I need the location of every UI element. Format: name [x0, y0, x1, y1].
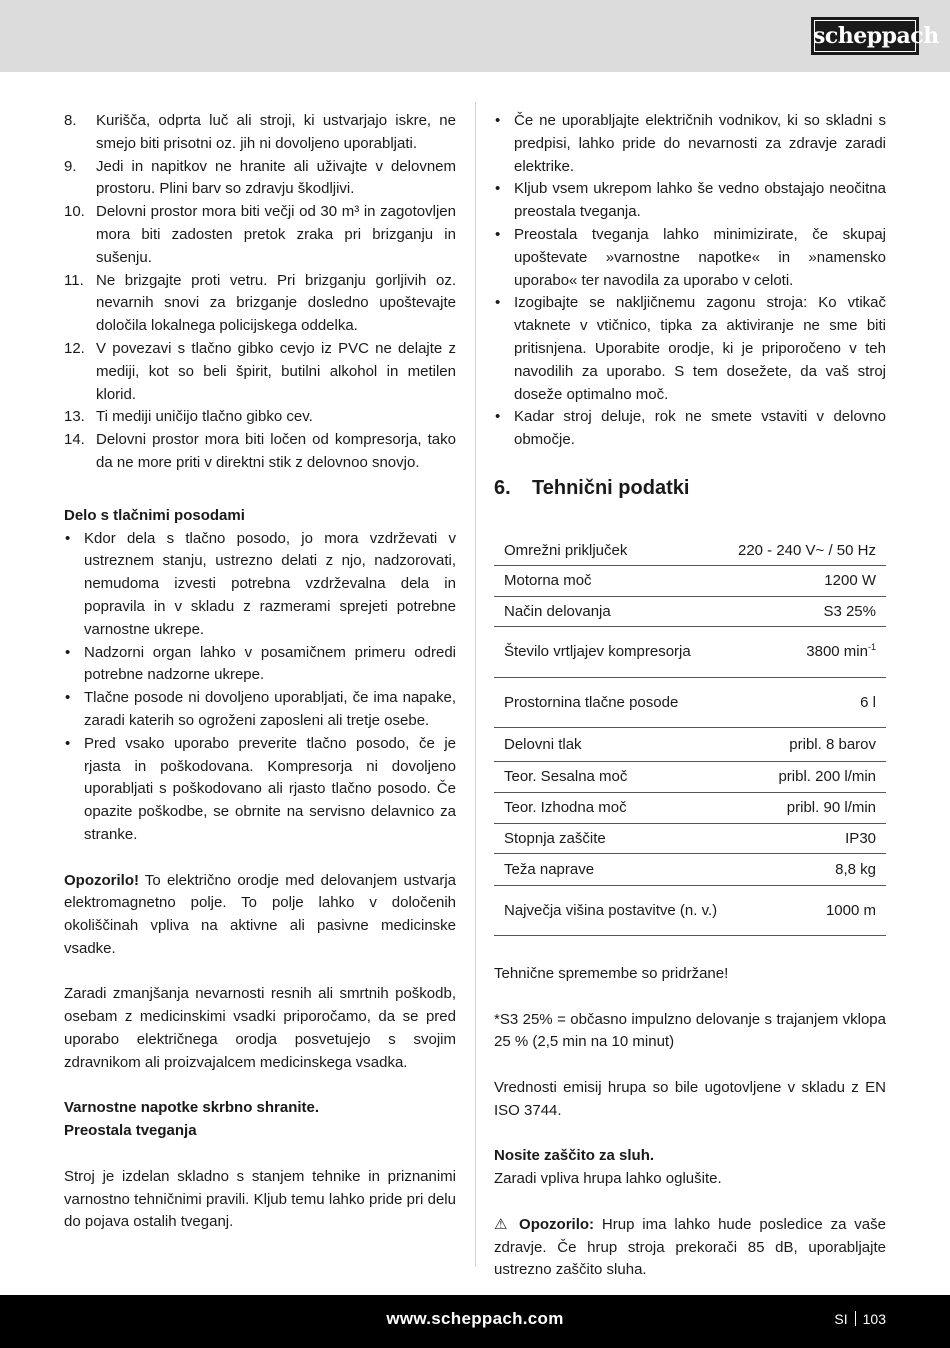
- spec-value: 1000 m: [825, 901, 876, 919]
- column-divider: [475, 102, 476, 1267]
- em-field-warning: Opozorilo! To električno orodje med delovanjem ustvarja elektromagnetno polje. To polje lahko v določenih okoliščinah vpliva na aktivne ali pasivne medicinske vsadke.: [64, 871, 456, 957]
- table-row: [494, 535, 886, 566]
- table-row: [494, 566, 886, 597]
- table-row: [494, 677, 886, 727]
- language-code: SI: [834, 1311, 848, 1327]
- footer-bar: [0, 1295, 950, 1348]
- s3-duty-note: *S3 25% = občasno impulzno delovanje s trajanjem vklopa 25 % (2,5 min na 10 minut): [494, 1010, 886, 1051]
- page-number: [834, 1307, 886, 1331]
- spec-value: 6 l: [860, 693, 876, 711]
- list-item: 10. Delovni prostor mora biti večji od 30 m³ in zagotovljen mora biti zadosten pretok zraka pri brizganju in sušenju.: [64, 203, 456, 266]
- residual-risks-text: Stroj je izdelan skladno s stanjem tehnike in priznanimi varnostno tehničnimi pravili. Kljub temu lahko pride pri delu do pojava ostalih tveganj.: [64, 1167, 456, 1231]
- spec-label: Delovni tlak: [504, 735, 582, 753]
- spec-label: Motorna moč: [504, 572, 592, 590]
- hearing-protection-text: Zaradi vpliva hrupa lahko oglušite.: [494, 1170, 722, 1188]
- table-row: [494, 885, 886, 935]
- header-bar: [0, 0, 950, 72]
- noise-emission-note: Vrednosti emisij hrupa so bile ugotovljene v skladu z EN ISO 3744.: [494, 1079, 886, 1119]
- spec-value: 3800 $\min^{-1}$: [806, 642, 876, 661]
- spec-label: Število vrtljajev kompresorja: [504, 643, 691, 661]
- warning-label: Opozorilo:: [519, 1215, 595, 1233]
- section-number: 6.: [494, 476, 511, 499]
- spec-value: pribl. 200 l/min: [778, 768, 876, 786]
- section-title: Tehnični podatki: [532, 476, 690, 499]
- keep-instructions-heading: Varnostne napotke skrbno shranite.: [64, 1099, 320, 1117]
- safety-numbered-list: [64, 110, 456, 475]
- list-item: • Če ne uporabljajte električnih vodnikov, ki so skladni s predpisi, lahko pride do nevarnosti za zdravje zaradi elektrike.: [494, 110, 886, 178]
- pressure-vessel-list: [64, 528, 456, 847]
- table-row: [494, 596, 886, 627]
- list-item: • Izogibajte se nakljičnemu zagonu stroja: Ko vtikač vtaknete v vtičnico, tipka za aktiviranje ne sme biti pritisnjena. Uporabite orodje, ki je priporočeno v teh navodilih za uporabo. S tem dosežete, da vaš stroj doseže optimalno moč.: [494, 292, 886, 406]
- noise-warning: ⚠ Opozorilo: Hrup ima lahko hude posledice za vaše zdravje. Če hrup stroja prekorači 85 dB, uporabljajte ustrezno zaščito sluha.: [494, 1215, 886, 1279]
- list-item: • Kadar stroj deluje, rok ne smete vstaviti v delovno območje.: [494, 406, 886, 452]
- warning-label: Opozorilo!: [64, 871, 139, 889]
- table-row: [494, 823, 886, 854]
- spec-value: 1200 W: [824, 572, 876, 590]
- spec-value: IP30: [845, 829, 876, 847]
- left-column: [64, 110, 456, 1234]
- pressure-vessel-heading: Delo s tlačnimi posodami: [64, 506, 245, 524]
- spec-value: 220 - 240 V~ / 50 Hz: [737, 541, 876, 559]
- spec-value: 8,8 kg: [835, 860, 876, 878]
- logo-text: scheppach: [813, 23, 939, 49]
- residual-risks-list: [494, 110, 886, 452]
- spec-label: Največja višina postavitve (n. v.): [504, 901, 718, 919]
- unit-superscript: -1: [867, 642, 876, 653]
- spec-value: pribl. 8 barov: [789, 735, 876, 753]
- list-item: 9. Jedi in napitkov ne hranite ali uživajte v delovnem prostoru. Plini barv so zdravju škodljivi.: [64, 157, 456, 198]
- spec-label: Teža naprave: [504, 860, 595, 878]
- warning-triangle-icon: ⚠: [494, 1215, 512, 1233]
- table-row: [494, 728, 886, 762]
- list-item: • Kljub vsem ukrepom lahko še vedno obstajajo neočitna preostala tveganja.: [494, 178, 886, 224]
- technical-changes-note: Tehnične spremembe so pridržane!: [494, 965, 729, 983]
- list-item: 8. Kurišča, odprta luč ali stroji, ki ustvarjajo iskre, ne smejo biti prisotni oz. jih ni dovoljeno uporabljati.: [64, 112, 456, 152]
- list-item: 13. Ti mediji uničijo tlačno gibko cev.: [64, 408, 313, 426]
- spec-label: Stopnja zaščite: [504, 829, 606, 847]
- table-row: [494, 761, 886, 793]
- implant-advice: Zaradi zmanjšanja nevarnosti resnih ali smrtnih poškodb, osebam z medicinskimi vsadki priporočamo, da se pred uporabo električnega orodja posvetujejo s svojim zdravnikom ali proizvajalcem medicinskega vsadka.: [64, 985, 456, 1071]
- residual-risks-heading: Preostala tveganja: [64, 1122, 197, 1140]
- separator: [855, 1311, 856, 1326]
- hearing-protection-heading: Nosite zaščito za sluh.: [494, 1147, 655, 1165]
- scheppach-logo: [811, 17, 939, 55]
- list-item: • Kdor dela s tlačno posodo, jo mora vzdrževati v ustreznem stanju, ustrezno delati z njo, nadzorovati, nemudoma izvesti potrebna vzdrževalna dela in popravila in v skladu z razmerami sprejeti potrebne varnostne ukrepe.: [64, 528, 456, 642]
- spec-label: Omrežni priključek: [504, 541, 628, 559]
- list-item: • Tlačne posode ni dovoljeno uporabljati, če ima napake, zaradi katerih so ogroženi zaposleni ali tretje osebe.: [64, 687, 456, 733]
- technical-data-table: [494, 535, 886, 936]
- list-item: • Preostala tveganja lahko minimizirate, če skupaj upoštevate »varnostne napotke« in »namensko uporabo« ter navodila za uporabo v celoti.: [494, 224, 886, 292]
- list-item: 14. Delovni prostor mora biti ločen od kompresorja, tako da ne more priti v direktni stik z delovnoo snovjo.: [64, 431, 456, 471]
- table-row: [494, 627, 886, 677]
- page-number-value: 103: [862, 1311, 886, 1327]
- list-item: • Pred vsako uporabo preverite tlačno posodo, če je rjasta in poškodovana. Kompresorja ni dovoljeno uporabljati s poškodovano ali rjasto tlačno posodo. Če opazite poškodbe, se obrnite na servisno delavnico za stranke.: [64, 733, 456, 847]
- list-item: 11. Ne brizgajte proti vetru. Pri brizganju gorljivih oz. nevarnih snovi za brizganje dosledno upoštevajte določila lokalnega policijskega oddelka.: [64, 271, 456, 335]
- table-row: [494, 793, 886, 824]
- spec-label: Teor. Sesalna moč: [504, 768, 628, 786]
- table-row: [494, 854, 886, 886]
- section-heading-technical-data: [494, 475, 886, 501]
- spec-label: Prostornina tlačne posode: [504, 693, 679, 711]
- list-item: 12. V povezavi s tlačno gibko cevjo iz PVC ne delajte z mediji, kot so beli špirit, butilni alkohol in metilen klorid.: [64, 339, 456, 403]
- list-item: • Nadzorni organ lahko v posamičnem primeru odredi potrebne nadzorne ukrepe.: [64, 642, 456, 688]
- spec-label: Način delovanja: [504, 602, 611, 620]
- spec-value: S3 25%: [823, 602, 876, 620]
- right-column: [494, 110, 886, 1282]
- spec-label: Teor. Izhodna moč: [504, 799, 627, 817]
- spec-value: pribl. 90 l/min: [786, 799, 876, 817]
- website-link[interactable]: www.scheppach.com: [386, 1309, 564, 1328]
